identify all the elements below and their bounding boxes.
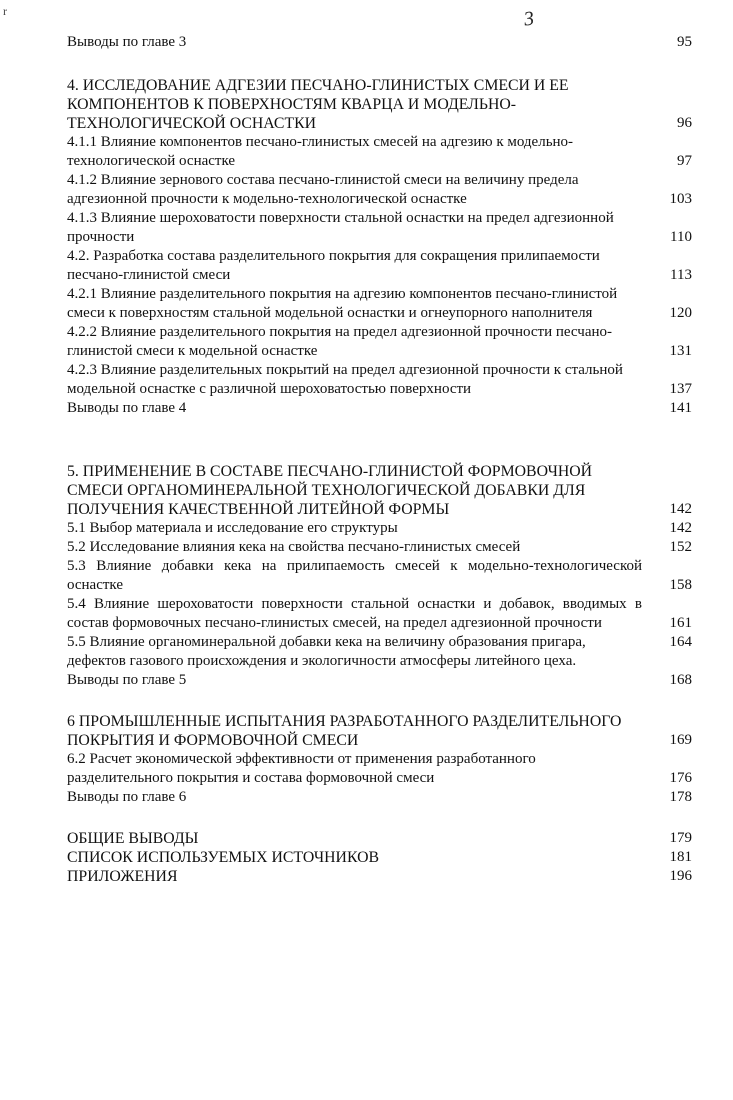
toc-entry-page: 176 xyxy=(669,770,692,786)
toc-entry-title: 4.1.2 Влияние зернового состава песчано-глинистой смеси на величину предела адгезионной прочности к модельно-технологической оснастке xyxy=(67,172,579,207)
toc-entry-title: 5. ПРИМЕНЕНИЕ В СОСТАВЕ ПЕСЧАНО-ГЛИНИСТОЙ ФОРМОВОЧНОЙ СМЕСИ ОРГАНОМИНЕРАЛЬНОЙ ТЕХНОЛОГИЧЕСКОЙ ДОБАВКИ ДЛЯ ПОЛУЧЕНИЯ КАЧЕСТВЕННОЙ ЛИТЕЙНОЙ ФОРМЫ xyxy=(67,463,593,518)
toc-entry-ch6 xyxy=(67,712,692,750)
toc-entry-title: 4.1.1 Влияние компонентов песчано-глинистых смесей на адгезию к модельно-технологической оснастке xyxy=(67,134,574,169)
toc-entry-page: 168 xyxy=(669,672,692,688)
toc-entry-ch5-conclusions xyxy=(67,671,692,690)
toc-entry-title: 5.2 Исследование влияния кека на свойства песчано-глинистых смесей xyxy=(67,539,521,555)
toc-entry-title: 6.2 Расчет экономической эффективности от применения разработанного разделительного покрытия и состава формовочной смеси xyxy=(67,751,536,786)
toc-entry-s6-2 xyxy=(67,750,692,788)
toc-entry-page: 178 xyxy=(669,789,692,805)
toc-entry-page: 169 xyxy=(669,732,692,748)
toc-entry-page: 142 xyxy=(669,520,692,536)
toc-entry-s4-1-3 xyxy=(67,209,692,247)
toc-entry-page: 103 xyxy=(669,191,692,207)
toc-entry-page: 196 xyxy=(669,868,692,884)
toc-entry-title: Выводы по главе 3 xyxy=(67,34,187,50)
toc-entry-page: 161 xyxy=(669,615,692,631)
toc-entry-s4-2-1 xyxy=(67,285,692,323)
toc-entry-s4-2-3 xyxy=(67,361,692,399)
toc-entry-title: 4.2.1 Влияние разделительного покрытия на адгезию компонентов песчано-глинистой смеси к поверхностям стальной модельной оснастки и огнеупорного наполнителя xyxy=(67,286,618,321)
toc-entry-ch4-conclusions xyxy=(67,399,692,418)
toc-entry-page: 142 xyxy=(669,501,692,517)
toc-entry-references xyxy=(67,848,692,867)
toc-entry-title: ПРИЛОЖЕНИЯ xyxy=(67,868,178,885)
toc-entry-page: 181 xyxy=(669,849,692,865)
toc-entry-title: 4.2.3 Влияние разделительных покрытий на предел адгезионной прочности к стальной модельной оснастке с различной шероховатостью поверхности xyxy=(67,362,623,397)
toc-entry-title: 4.1.3 Влияние шероховатости поверхности стальной оснастки на предел адгезионной прочности xyxy=(67,210,614,245)
toc-entry-title: Выводы по главе 5 xyxy=(67,672,187,688)
toc-entry-title: 4.2.2 Влияние разделительного покрытия на предел адгезионной прочности песчано-глинистой смеси к модельной оснастке xyxy=(67,324,612,359)
toc-entry-ch6-conclusions xyxy=(67,788,692,807)
toc-entry-title: 5.3 Влияние добавки кека на прилипаемость смесей к модельно-технологической оснастке xyxy=(67,558,642,593)
toc-entry-s4-1-2 xyxy=(67,171,692,209)
toc-entry-s4-2-2 xyxy=(67,323,692,361)
toc-entry-s5-4 xyxy=(67,595,692,633)
toc-entry-title: 5.1 Выбор материала и исследование его структуры xyxy=(67,520,398,536)
section-spacer xyxy=(67,690,692,712)
toc-entry-page: 152 xyxy=(669,539,692,555)
toc-entry-appendices xyxy=(67,867,692,886)
toc-entry-s5-5 xyxy=(67,633,692,671)
toc-entry-s4-1-1 xyxy=(67,133,692,171)
toc-entry-title: 5.5 Влияние органоминеральной добавки кека на величину образования пригара, дефектов газового происхождения и экологичности атмосферы литейного цеха. xyxy=(67,634,586,669)
toc-entry-page: 158 xyxy=(669,577,692,593)
toc-entry-page: 131 xyxy=(669,343,692,359)
toc-entry-page: 113 xyxy=(670,267,692,283)
toc-entry-page: 96 xyxy=(677,115,692,131)
toc-entry-page: 95 xyxy=(677,34,692,50)
toc-entry-ch4 xyxy=(67,76,692,133)
toc-entry-title: 6 ПРОМЫШЛЕННЫЕ ИСПЫТАНИЯ РАЗРАБОТАННОГО РАЗДЕЛИТЕЛЬНОГО ПОКРЫТИЯ И ФОРМОВОЧНОЙ СМЕСИ xyxy=(67,713,622,749)
toc-entry-title: 4.2. Разработка состава разделительного покрытия для сокращения прилипаемости песчано-глинистой смеси xyxy=(67,248,600,283)
toc-entry-title: ОБЩИЕ ВЫВОДЫ xyxy=(67,830,199,847)
toc-entry-s5-2 xyxy=(67,538,692,557)
toc-entry-page: 164 xyxy=(669,634,692,650)
toc-entry-s5-1 xyxy=(67,519,692,538)
toc-entry-general-conclusions xyxy=(67,829,692,848)
section-spacer xyxy=(67,52,692,76)
toc-entry-page: 97 xyxy=(677,153,692,169)
toc-entry-title: СПИСОК ИСПОЛЬЗУЕМЫХ ИСТОЧНИКОВ xyxy=(67,849,380,866)
toc-entry-ch3-conclusions xyxy=(67,33,692,52)
handwritten-page-number: 3 xyxy=(522,7,536,31)
corner-mark: r xyxy=(3,4,7,18)
table-of-contents xyxy=(67,33,692,886)
section-spacer xyxy=(67,418,692,462)
toc-entry-page: 141 xyxy=(669,400,692,416)
toc-entry-title: 4. ИССЛЕДОВАНИЕ АДГЕЗИИ ПЕСЧАНО-ГЛИНИСТЫХ СМЕСИ И ЕЕ КОМПОНЕНТОВ К ПОВЕРХНОСТЯМ КВАРЦА И МОДЕЛЬНО-ТЕХНОЛОГИЧЕСКОЙ ОСНАСТКИ xyxy=(67,77,569,132)
toc-entry-ch5 xyxy=(67,462,692,519)
section-spacer xyxy=(67,807,692,829)
toc-entry-s4-2 xyxy=(67,247,692,285)
toc-entry-page: 110 xyxy=(670,229,692,245)
toc-entry-title: Выводы по главе 4 xyxy=(67,400,187,416)
toc-entry-page: 120 xyxy=(669,305,692,321)
toc-entry-page: 137 xyxy=(669,381,692,397)
toc-entry-title: 5.4 Влияние шероховатости поверхности стальной оснастки и добавок, вводимых в состав формовочных песчано-глинистых смесей, на предел адгезионной прочности xyxy=(67,596,642,631)
toc-entry-s5-3 xyxy=(67,557,692,595)
toc-entry-title: Выводы по главе 6 xyxy=(67,789,187,805)
toc-entry-page: 179 xyxy=(669,830,692,846)
